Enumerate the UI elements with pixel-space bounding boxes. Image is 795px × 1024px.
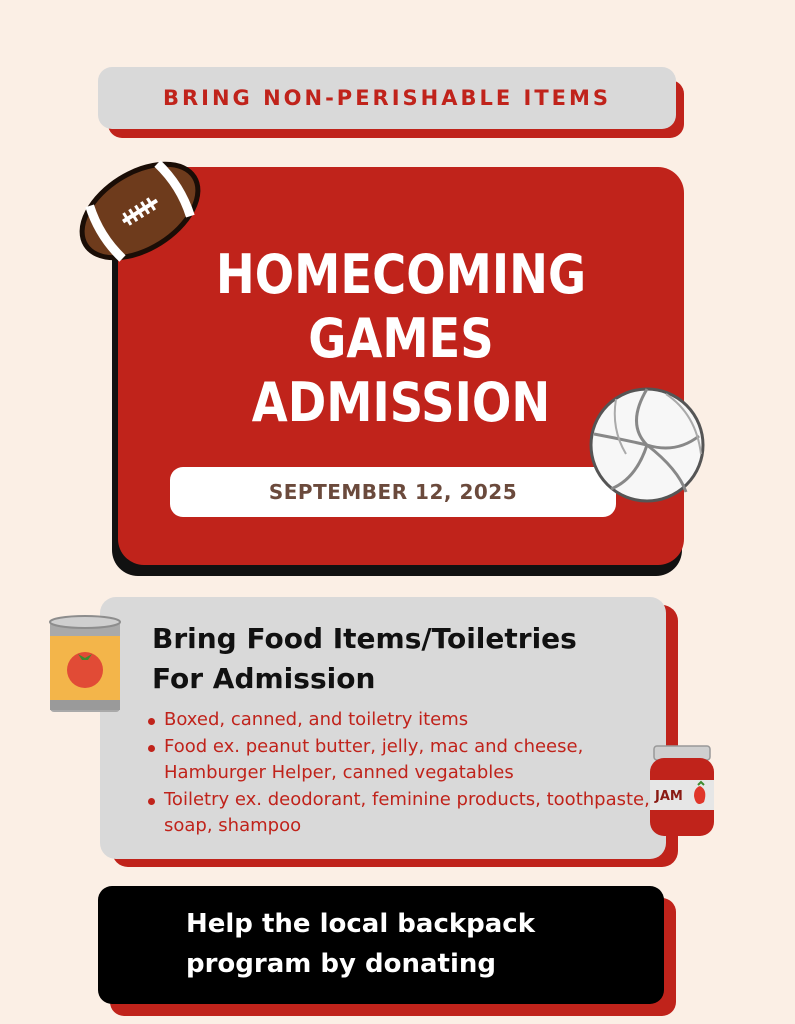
list-item: Toiletry ex. deodorant, feminine products, toothpaste, soap, shampoo — [148, 787, 658, 840]
info-heading — [152, 619, 652, 699]
hero-title-line-2: GAMES — [308, 307, 494, 370]
info-heading-line-2: For Admission — [152, 662, 376, 695]
footer-card — [98, 886, 664, 1004]
tomato-can-icon — [46, 614, 124, 716]
list-item: Boxed, canned, and toiletry items — [148, 707, 658, 734]
date-pill — [170, 467, 616, 517]
footer-line-2: program by donating — [186, 949, 497, 979]
hero-title-line-3: ADMISSION — [251, 371, 551, 434]
donation-items-list — [148, 707, 658, 840]
list-item: Food ex. peanut butter, jelly, mac and cheese, Hamburger Helper, canned vegatables — [148, 734, 658, 787]
jam-jar-icon — [644, 742, 720, 840]
hero-title — [158, 243, 645, 435]
event-date: SEPTEMBER 12, 2025 — [268, 480, 518, 504]
footer-line-1: Help the local backpack — [186, 909, 536, 939]
volleyball-icon — [586, 384, 708, 506]
jam-label: JAM — [655, 789, 683, 804]
footer-message — [186, 904, 646, 984]
banner-text: BRING NON-PERISHABLE ITEMS — [162, 86, 612, 110]
hero-title-line-1: HOMECOMING — [215, 243, 587, 306]
top-banner — [98, 67, 676, 129]
info-heading-line-1: Bring Food Items/Toiletries — [152, 622, 577, 655]
football-icon — [70, 150, 210, 272]
info-card — [100, 597, 666, 859]
